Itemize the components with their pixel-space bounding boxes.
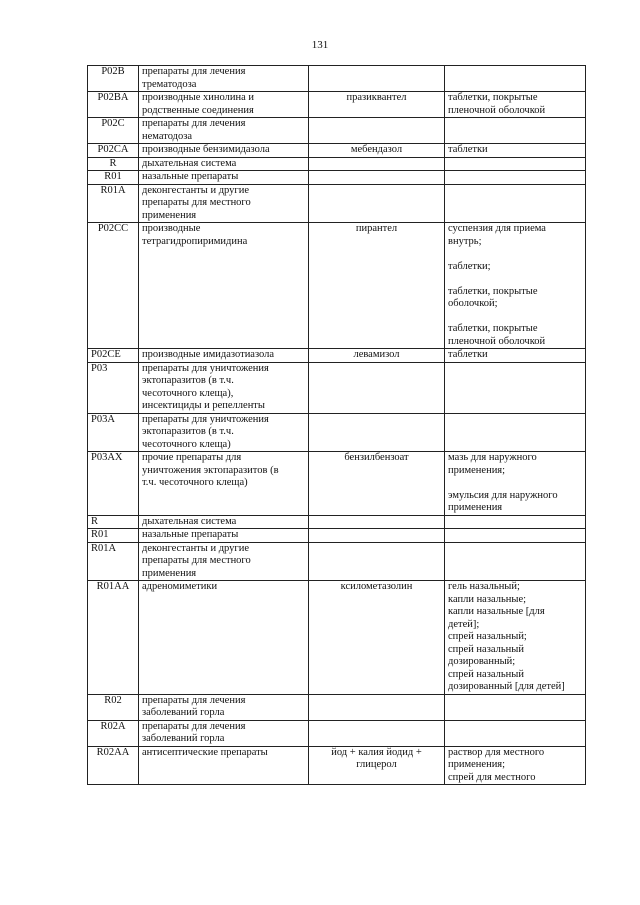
drug-name-cell [309, 694, 445, 720]
atc-code-cell: P02CC [88, 223, 139, 349]
drug-name-cell [309, 362, 445, 413]
drug-name-cell [309, 542, 445, 581]
table-row [88, 144, 586, 158]
dosage-form-cell [445, 720, 586, 746]
group-name-cell: производные тетрагидропиримидина [139, 223, 309, 349]
atc-code-cell: R01A [88, 542, 139, 581]
dosage-form-cell: гель назальный; капли назальные; капли назальные [для детей]; спрей назальный; спрей назальный дозированный; спрей назальный дозированный [для детей] [445, 581, 586, 695]
atc-code-cell: R01 [88, 529, 139, 543]
atc-code-cell: R02AA [88, 746, 139, 785]
dosage-form-cell [445, 542, 586, 581]
table-row [88, 515, 586, 529]
drug-name-cell: пирантел [309, 223, 445, 349]
group-name-cell: производные бензимидазола [139, 144, 309, 158]
dosage-form-cell [445, 529, 586, 543]
dosage-form-cell [445, 118, 586, 144]
atc-code-cell: P03 [88, 362, 139, 413]
drug-name-cell [309, 184, 445, 223]
atc-code-cell: R [88, 515, 139, 529]
table-row [88, 92, 586, 118]
group-name-cell: препараты для уничтожения эктопаразитов (в т.ч. чесоточного клеща) [139, 413, 309, 452]
drug-name-cell [309, 515, 445, 529]
table-row [88, 529, 586, 543]
dosage-form-cell [445, 184, 586, 223]
group-name-cell: препараты для лечения трематодоза [139, 66, 309, 92]
group-name-cell: производные имидазотиазола [139, 349, 309, 363]
atc-code-cell: P03AX [88, 452, 139, 516]
table-row [88, 413, 586, 452]
table-row [88, 452, 586, 516]
drug-name-cell [309, 413, 445, 452]
dosage-form-cell: мазь для наружного применения; эмульсия для наружного применения [445, 452, 586, 516]
dosage-form-cell [445, 157, 586, 171]
dosage-form-cell [445, 66, 586, 92]
atc-code-cell: R01A [88, 184, 139, 223]
table-row [88, 349, 586, 363]
group-name-cell: деконгестанты и другие препараты для местного применения [139, 184, 309, 223]
table-row [88, 66, 586, 92]
drug-name-cell: левамизол [309, 349, 445, 363]
group-name-cell: назальные препараты [139, 529, 309, 543]
dosage-form-cell: таблетки [445, 349, 586, 363]
atc-code-cell: P02C [88, 118, 139, 144]
atc-code-cell: P02BA [88, 92, 139, 118]
atc-code-cell: P02CE [88, 349, 139, 363]
table-row [88, 720, 586, 746]
atc-code-cell: R01 [88, 171, 139, 185]
table-row [88, 223, 586, 349]
drug-name-cell [309, 157, 445, 171]
group-name-cell: прочие препараты для уничтожения эктопаразитов (в т.ч. чесоточного клеща) [139, 452, 309, 516]
dosage-form-cell: суспензия для приема внутрь; таблетки; таблетки, покрытые оболочкой; таблетки, покрытые пленочной оболочкой [445, 223, 586, 349]
group-name-cell: дыхательная система [139, 157, 309, 171]
table-row [88, 171, 586, 185]
table-row [88, 118, 586, 144]
dosage-form-cell: раствор для местного применения; спрей для местного [445, 746, 586, 785]
atc-code-cell: P02CA [88, 144, 139, 158]
atc-code-cell: R02A [88, 720, 139, 746]
dosage-form-cell: таблетки, покрытые пленочной оболочкой [445, 92, 586, 118]
drug-name-cell [309, 529, 445, 543]
atc-code-cell: P02B [88, 66, 139, 92]
drug-name-cell [309, 66, 445, 92]
drug-name-cell: ксилометазолин [309, 581, 445, 695]
dosage-form-cell [445, 362, 586, 413]
group-name-cell: препараты для лечения нематодоза [139, 118, 309, 144]
table-row [88, 157, 586, 171]
table-row [88, 362, 586, 413]
group-name-cell: препараты для лечения заболеваний горла [139, 720, 309, 746]
group-name-cell: деконгестанты и другие препараты для местного применения [139, 542, 309, 581]
group-name-cell: препараты для уничтожения эктопаразитов (в т.ч. чесоточного клеща), инсектициды и репелленты [139, 362, 309, 413]
dosage-form-cell: таблетки [445, 144, 586, 158]
drug-name-cell: мебендазол [309, 144, 445, 158]
page-number: 131 [311, 39, 329, 51]
group-name-cell: антисептические препараты [139, 746, 309, 785]
table-row [88, 581, 586, 695]
drug-name-cell: йод + калия йодид + глицерол [309, 746, 445, 785]
table-row [88, 542, 586, 581]
atc-code-cell: R02 [88, 694, 139, 720]
dosage-form-cell [445, 171, 586, 185]
atc-code-cell: P03A [88, 413, 139, 452]
drug-name-cell [309, 720, 445, 746]
atc-code-cell: R01AA [88, 581, 139, 695]
medication-table-body [88, 66, 586, 785]
group-name-cell: препараты для лечения заболеваний горла [139, 694, 309, 720]
table-row [88, 746, 586, 785]
medication-table [87, 65, 586, 785]
group-name-cell: назальные препараты [139, 171, 309, 185]
dosage-form-cell [445, 515, 586, 529]
drug-name-cell [309, 118, 445, 144]
drug-name-cell: празиквантел [309, 92, 445, 118]
atc-code-cell: R [88, 157, 139, 171]
drug-name-cell [309, 171, 445, 185]
group-name-cell: производные хинолина и родственные соединения [139, 92, 309, 118]
drug-name-cell: бензилбензоат [309, 452, 445, 516]
table-row [88, 184, 586, 223]
group-name-cell: адреномиметики [139, 581, 309, 695]
dosage-form-cell [445, 413, 586, 452]
group-name-cell: дыхательная система [139, 515, 309, 529]
dosage-form-cell [445, 694, 586, 720]
table-row [88, 694, 586, 720]
